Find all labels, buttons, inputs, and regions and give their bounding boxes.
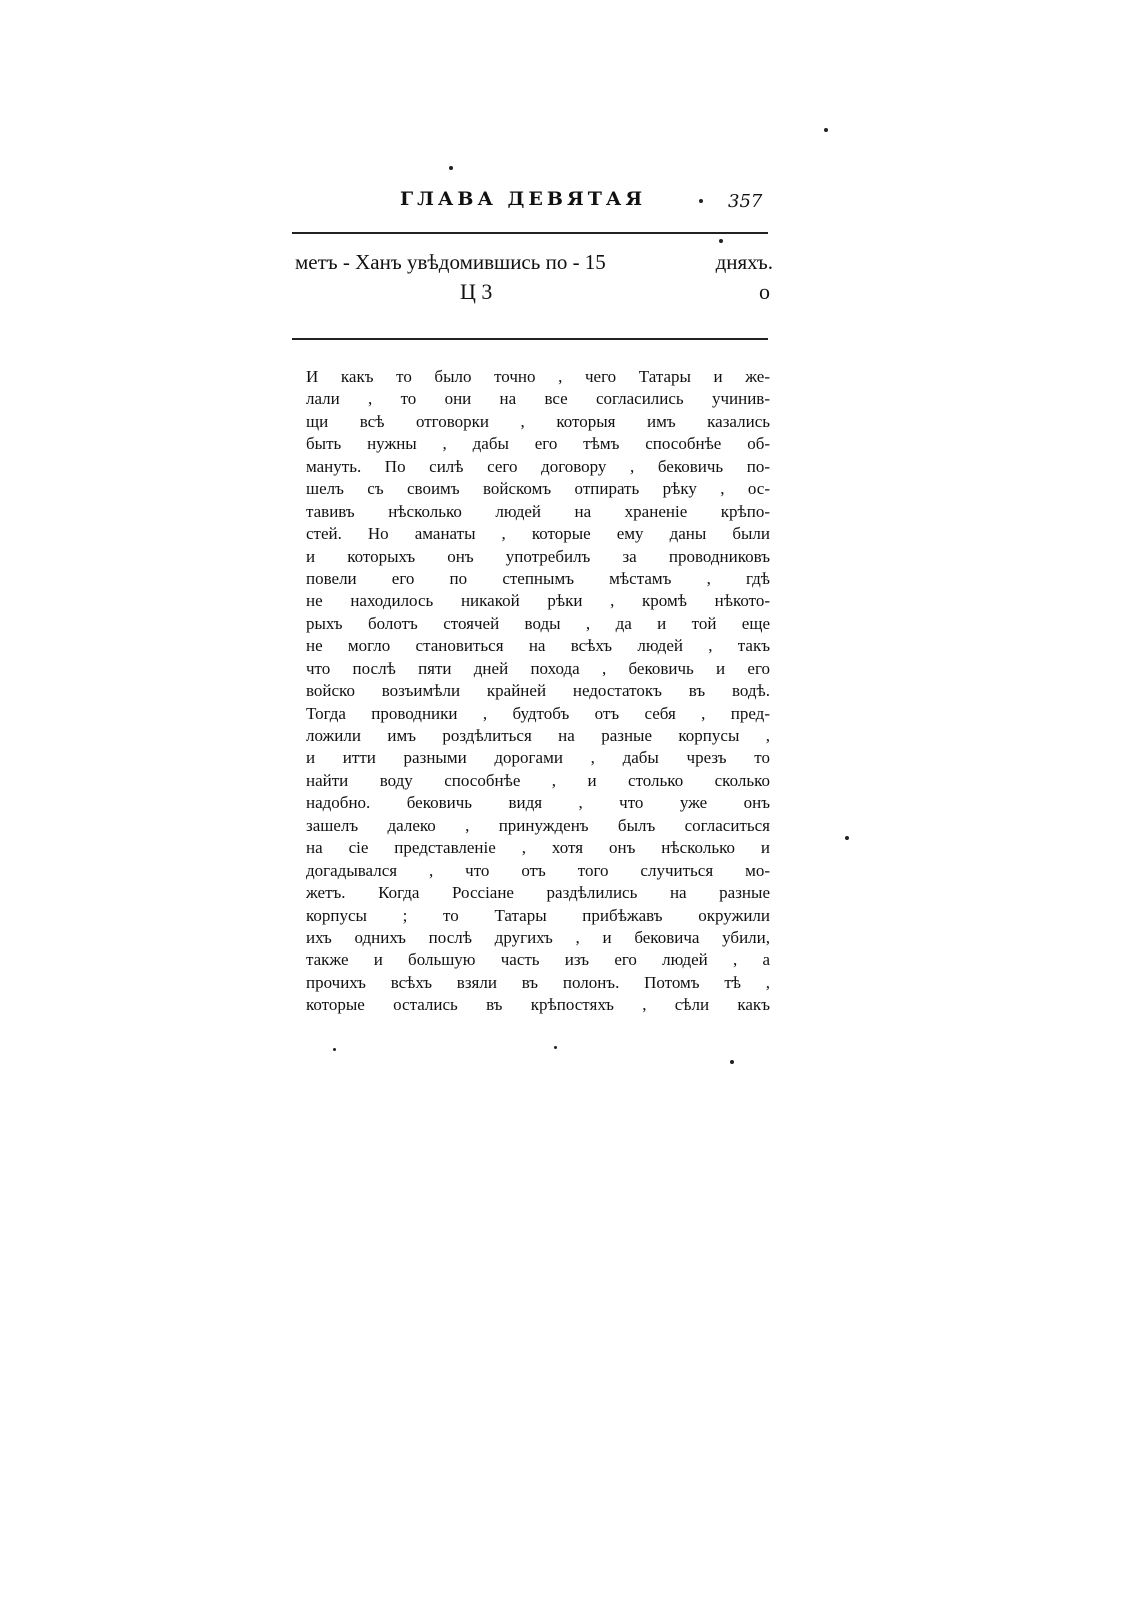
text-line: прочихъ всѣхъ взяли въ полонъ. Потомъ тѣ ,: [306, 972, 770, 992]
scan-speck: [845, 836, 849, 840]
text-line: мануть. По силѣ сего договору , бековичь по-: [306, 456, 770, 476]
text-line: на сіе представленіе , хотя онъ нѣсколько и: [306, 838, 770, 858]
page-number: 357: [728, 191, 763, 212]
text-line: быть нужны , дабы его тѣмъ способнѣе об-: [306, 434, 770, 454]
text-line: не могло становиться на всѣхъ людей , такъ: [306, 636, 770, 656]
text-line: и которыхъ онъ употребилъ за проводниковъ: [306, 546, 770, 566]
text-line: жетъ. Когда Россіане раздѣлились на разные: [306, 883, 770, 903]
text-line: также и большую часть изъ его людей , а: [306, 950, 770, 970]
catchword-left: метъ - Ханъ увѣдомившись по - 15: [295, 250, 606, 274]
header-rule: [292, 232, 768, 234]
text-line: ихъ однихъ послѣ другихъ , и бековича убили,: [306, 927, 770, 947]
text-line: надобно. бековичь видя , что уже онъ: [306, 793, 770, 813]
text-line: ложили имъ роздѣлиться на разные корпусы ,: [306, 726, 770, 745]
scan-speck: [730, 1060, 734, 1064]
text-line: зашелъ далеко , принужденъ былъ согласиться: [306, 815, 770, 835]
scan-speck: [449, 166, 453, 170]
catchword-line: [295, 250, 773, 275]
text-line: лали , то они на все согласились учинив-: [306, 389, 770, 409]
text-line: корпусы ; то Татары прибѣжавъ окружили: [306, 905, 770, 925]
scan-speck: [719, 239, 723, 243]
text-line: повели его по степнымъ мѣстамъ , гдѣ: [306, 568, 770, 588]
text-line: рыхъ болотъ стоячей воды , да и той еще: [306, 613, 770, 633]
text-line: найти воду способнѣе , и столько сколько: [306, 770, 770, 790]
catchword-next: о: [759, 279, 770, 304]
running-head-title: ГЛАВА ДЕВЯТАЯ: [400, 188, 647, 210]
scan-speck: [554, 1046, 557, 1049]
section-rule: [292, 338, 768, 340]
text-line: не находилось никакой рѣки , кромѣ нѣкото-: [306, 591, 770, 611]
scan-speck: [333, 1048, 336, 1051]
signature-mark: Ц 3: [460, 279, 493, 304]
signature-line: [460, 279, 770, 305]
text-line: догадывался , что отъ того случиться мо-: [306, 860, 770, 880]
text-line: щи всѣ отговорки , которыя имъ казались: [306, 411, 770, 431]
text-line: и итти разными дорогами , дабы чрезъ то: [306, 748, 770, 768]
catchword-right: дняхъ.: [715, 250, 773, 274]
text-line: которые остались въ крѣпостяхъ , сѣли какъ: [306, 995, 770, 1015]
text-line: войско возъимѣли крайней недостатокъ въ водѣ.: [306, 681, 770, 701]
body-text: [306, 366, 770, 1017]
scan-speck: [699, 199, 703, 203]
text-line: Тогда проводники , будтобъ отъ себя , пред-: [306, 703, 770, 723]
text-line: шелъ съ своимъ войскомъ отпирать рѣку , ос-: [306, 479, 770, 499]
scan-speck: [824, 128, 828, 132]
text-line: И какъ то было точно , чего Татары и же-: [306, 367, 770, 386]
text-line: стей. Но аманаты , которые ему даны были: [306, 524, 770, 544]
text-line: тавивъ нѣсколько людей на храненіе крѣпо-: [306, 501, 770, 521]
text-line: что послѣ пяти дней похода , бековичь и его: [306, 658, 770, 678]
